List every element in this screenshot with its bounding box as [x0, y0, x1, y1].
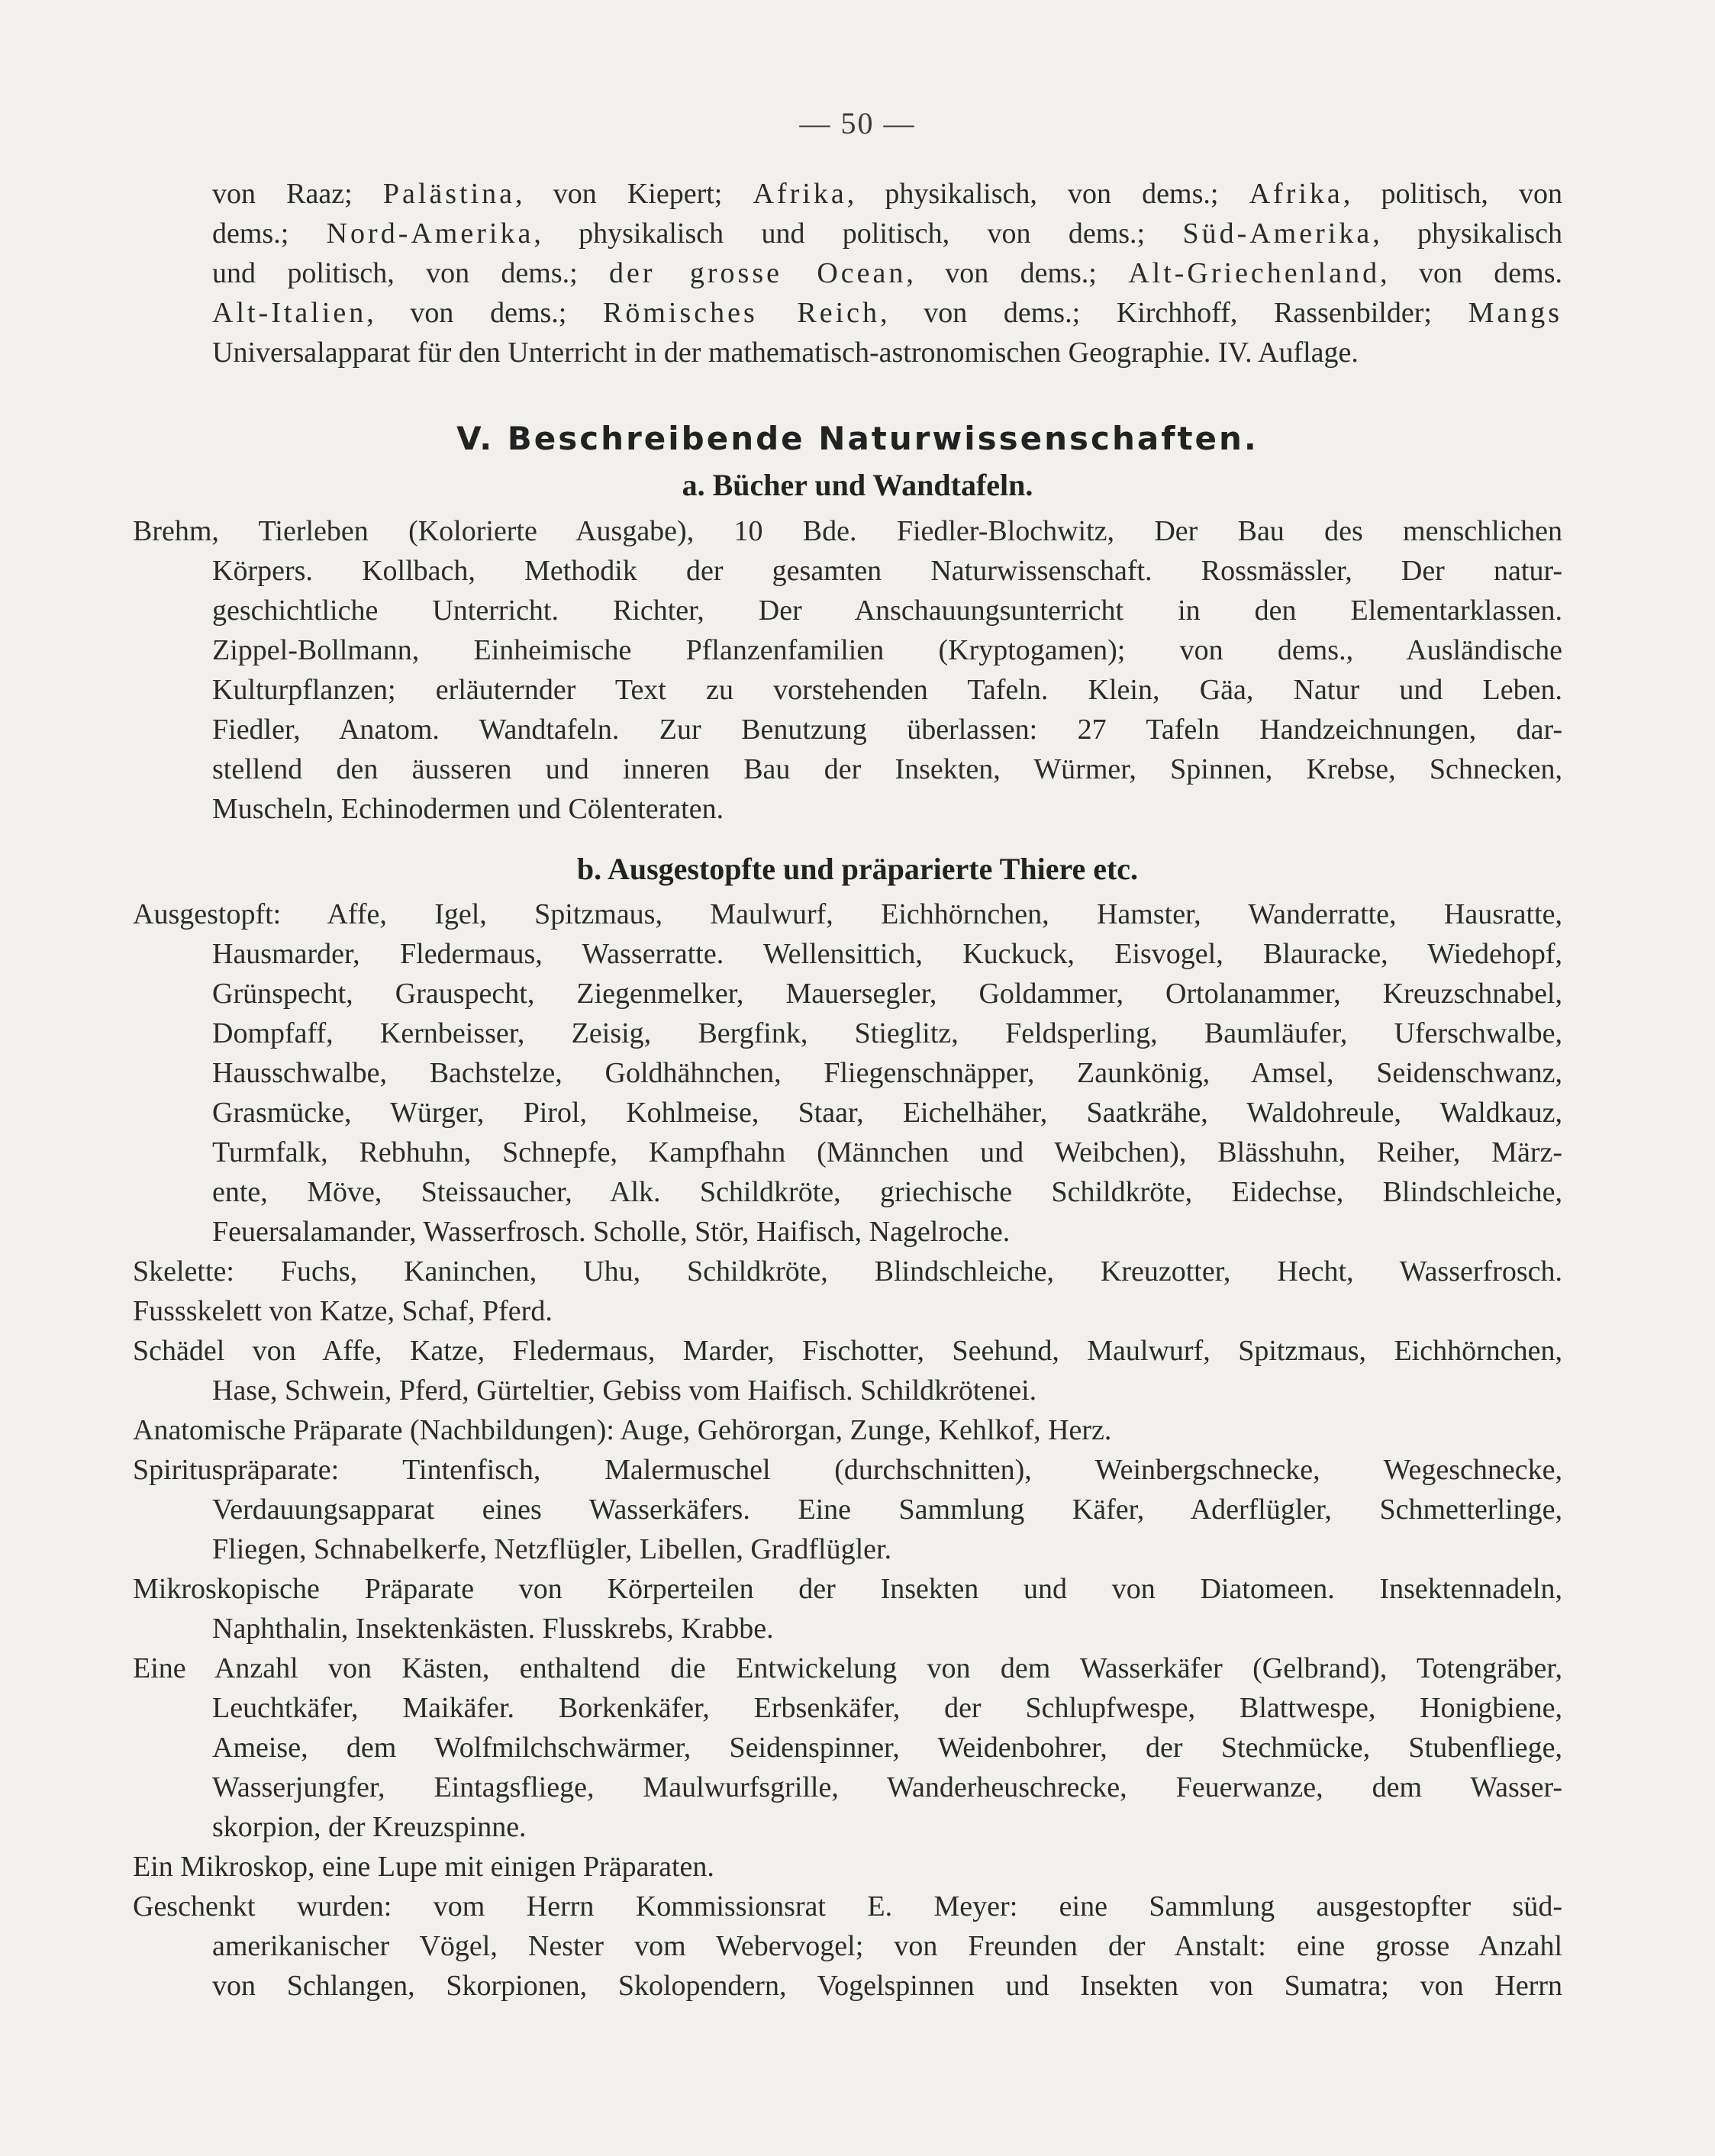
text-line: Leuchtkäfer, Maikäfer. Borkenkäfer, Erbsenkäfer, der Schlupfwespe, Blattwespe, Honigbiene,: [212, 1692, 1562, 1724]
text-line: Wasserjungfer, Eintagsfliege, Maulwurfsgrille, Wanderheuschrecke, Feuerwanze, dem Wasser-: [212, 1771, 1562, 1803]
text-line: Muscheln, Echinodermen und Cölenteraten.: [212, 793, 724, 825]
text-line: Turmfalk, Rebhuhn, Schnepfe, Kampfhahn (Männchen und Weibchen), Blässhuhn, Reiher, März-: [212, 1136, 1562, 1168]
text-line: Hausschwalbe, Bachstelze, Goldhähnchen, Fliegenschnäpper, Zaunkönig, Amsel, Seidenschwanz,: [212, 1057, 1562, 1089]
intro-line: und politisch, von dems.; der grosse Ocean, von dems.; Alt-Griechenland, von dems.: [212, 257, 1562, 289]
text-line: Verdauungsapparat eines Wasserkäfers. Eine Sammlung Käfer, Aderflügler, Schmetterlinge,: [212, 1494, 1562, 1526]
text-line: Eine Anzahl von Kästen, enthaltend die Entwickelung von dem Wasserkäfer (Gelbrand), Totengräber,: [133, 1652, 1562, 1684]
text-line: Geschenkt wurden: vom Herrn Kommissionsrat E. Meyer: eine Sammlung ausgestopfter süd-: [133, 1890, 1562, 1922]
text-line: Kulturpflanzen; erläuternder Text zu vorstehenden Tafeln. Klein, Gäa, Natur und Leben.: [212, 674, 1562, 706]
text-line: Brehm, Tierleben (Kolorierte Ausgabe), 10 Bde. Fiedler-Blochwitz, Der Bau des menschlichen: [133, 515, 1562, 547]
subsection-a-title: a. Bücher und Wandtafeln.: [682, 468, 1033, 502]
text-line: Dompfaff, Kernbeisser, Zeisig, Bergfink, Stieglitz, Feldsperling, Baumläufer, Uferschwalbe,: [212, 1017, 1562, 1049]
text-line: stellend den äusseren und inneren Bau der Insekten, Würmer, Spinnen, Krebse, Schnecken,: [212, 753, 1562, 785]
text-line: Fliegen, Schnabelkerfe, Netzflügler, Libellen, Gradflügler.: [212, 1533, 892, 1565]
text-line: ente, Möve, Steissaucher, Alk. Schildkröte, griechische Schildkröte, Eidechse, Blindschleiche,: [212, 1176, 1562, 1208]
page-number: — 50 —: [799, 106, 916, 140]
text-line: Fussskelett von Katze, Schaf, Pferd.: [133, 1295, 553, 1327]
text-line: amerikanischer Vögel, Nester vom Webervogel; von Freunden der Anstalt: eine grosse Anzahl: [212, 1930, 1562, 1962]
section-heading: V. Beschreibende Naturwissenschaften.: [456, 420, 1259, 457]
intro-line: Alt-Italien, von dems.; Römisches Reich, von dems.; Kirchhoff, Rassenbilder; Mangs: [212, 297, 1563, 329]
text-line: Feuersalamander, Wasserfrosch. Scholle, Stör, Haifisch, Nagelroche.: [212, 1216, 1011, 1248]
text-line: skorpion, der Kreuzspinne.: [212, 1811, 527, 1843]
intro-line: dems.; Nord-Amerika, physikalisch und politisch, von dems.; Süd-Amerika, physikalisch: [212, 218, 1563, 250]
text-line: von Schlangen, Skorpionen, Skolopendern, Vogelspinnen und Insekten von Sumatra; von Herrn: [212, 1970, 1562, 2002]
text-line: Körpers. Kollbach, Methodik der gesamten Naturwissenschaft. Rossmässler, Der natur-: [212, 555, 1562, 587]
text-line: geschichtliche Unterricht. Richter, Der Anschauungsunterricht in den Elementarklassen.: [212, 595, 1562, 627]
text-line: Grünspecht, Grauspecht, Ziegenmelker, Mauersegler, Goldammer, Ortolanammer, Kreuzschnabel,: [212, 978, 1562, 1010]
text-line: Hase, Schwein, Pferd, Gürteltier, Gebiss vom Haifisch. Schildkrötenei.: [212, 1374, 1037, 1407]
intro-line: Universalapparat für den Unterricht in der mathematisch-astronomischen Geographie. IV. Auflage.: [212, 337, 1359, 369]
text-line: Spirituspräparate: Tintenfisch, Malermuschel (durchschnitten), Weinbergschnecke, Wegeschnecke,: [133, 1454, 1562, 1486]
text-line: Naphthalin, Insektenkästen. Flusskrebs, Krabbe.: [212, 1613, 774, 1645]
text-line: Skelette: Fuchs, Kaninchen, Uhu, Schildkröte, Blindschleiche, Kreuzotter, Hecht, Wasserfrosch.: [133, 1255, 1562, 1287]
text-line: Zippel-Bollmann, Einheimische Pflanzenfamilien (Kryptogamen); von dems., Ausländische: [212, 634, 1562, 666]
text-line: Ameise, dem Wolfmilchschwärmer, Seidenspinner, Weidenbohrer, der Stechmücke, Stubenfliege,: [212, 1732, 1562, 1764]
text-line: Hausmarder, Fledermaus, Wasserratte. Wellensittich, Kuckuck, Eisvogel, Blauracke, Wiedehopf,: [212, 938, 1562, 970]
subsection-b-title: b. Ausgestopfte und präparierte Thiere etc.: [576, 852, 1139, 886]
text-line: Mikroskopische Präparate von Körperteilen der Insekten und von Diatomeen. Insektennadeln,: [133, 1573, 1562, 1605]
text-line: Schädel von Affe, Katze, Fledermaus, Marder, Fischotter, Seehund, Maulwurf, Spitzmaus, Eichhörnchen,: [133, 1335, 1562, 1367]
text-line: Ein Mikroskop, eine Lupe mit einigen Präparaten.: [133, 1851, 714, 1883]
text-line: Anatomische Präparate (Nachbildungen): Auge, Gehörorgan, Zunge, Kehlkof, Herz.: [133, 1414, 1112, 1446]
intro-line: von Raaz; Palästina, von Kiepert; Afrika, physikalisch, von dems.; Afrika, politisch, von: [212, 178, 1562, 210]
text-line: Grasmücke, Würger, Pirol, Kohlmeise, Staar, Eichelhäher, Saatkrähe, Waldohreule, Waldkauz,: [212, 1097, 1562, 1129]
text-line: Fiedler, Anatom. Wandtafeln. Zur Benutzung überlassen: 27 Tafeln Handzeichnungen, dar-: [212, 714, 1562, 746]
text-line: Ausgestopft: Affe, Igel, Spitzmaus, Maulwurf, Eichhörnchen, Hamster, Wanderratte, Hausratte,: [133, 898, 1562, 930]
